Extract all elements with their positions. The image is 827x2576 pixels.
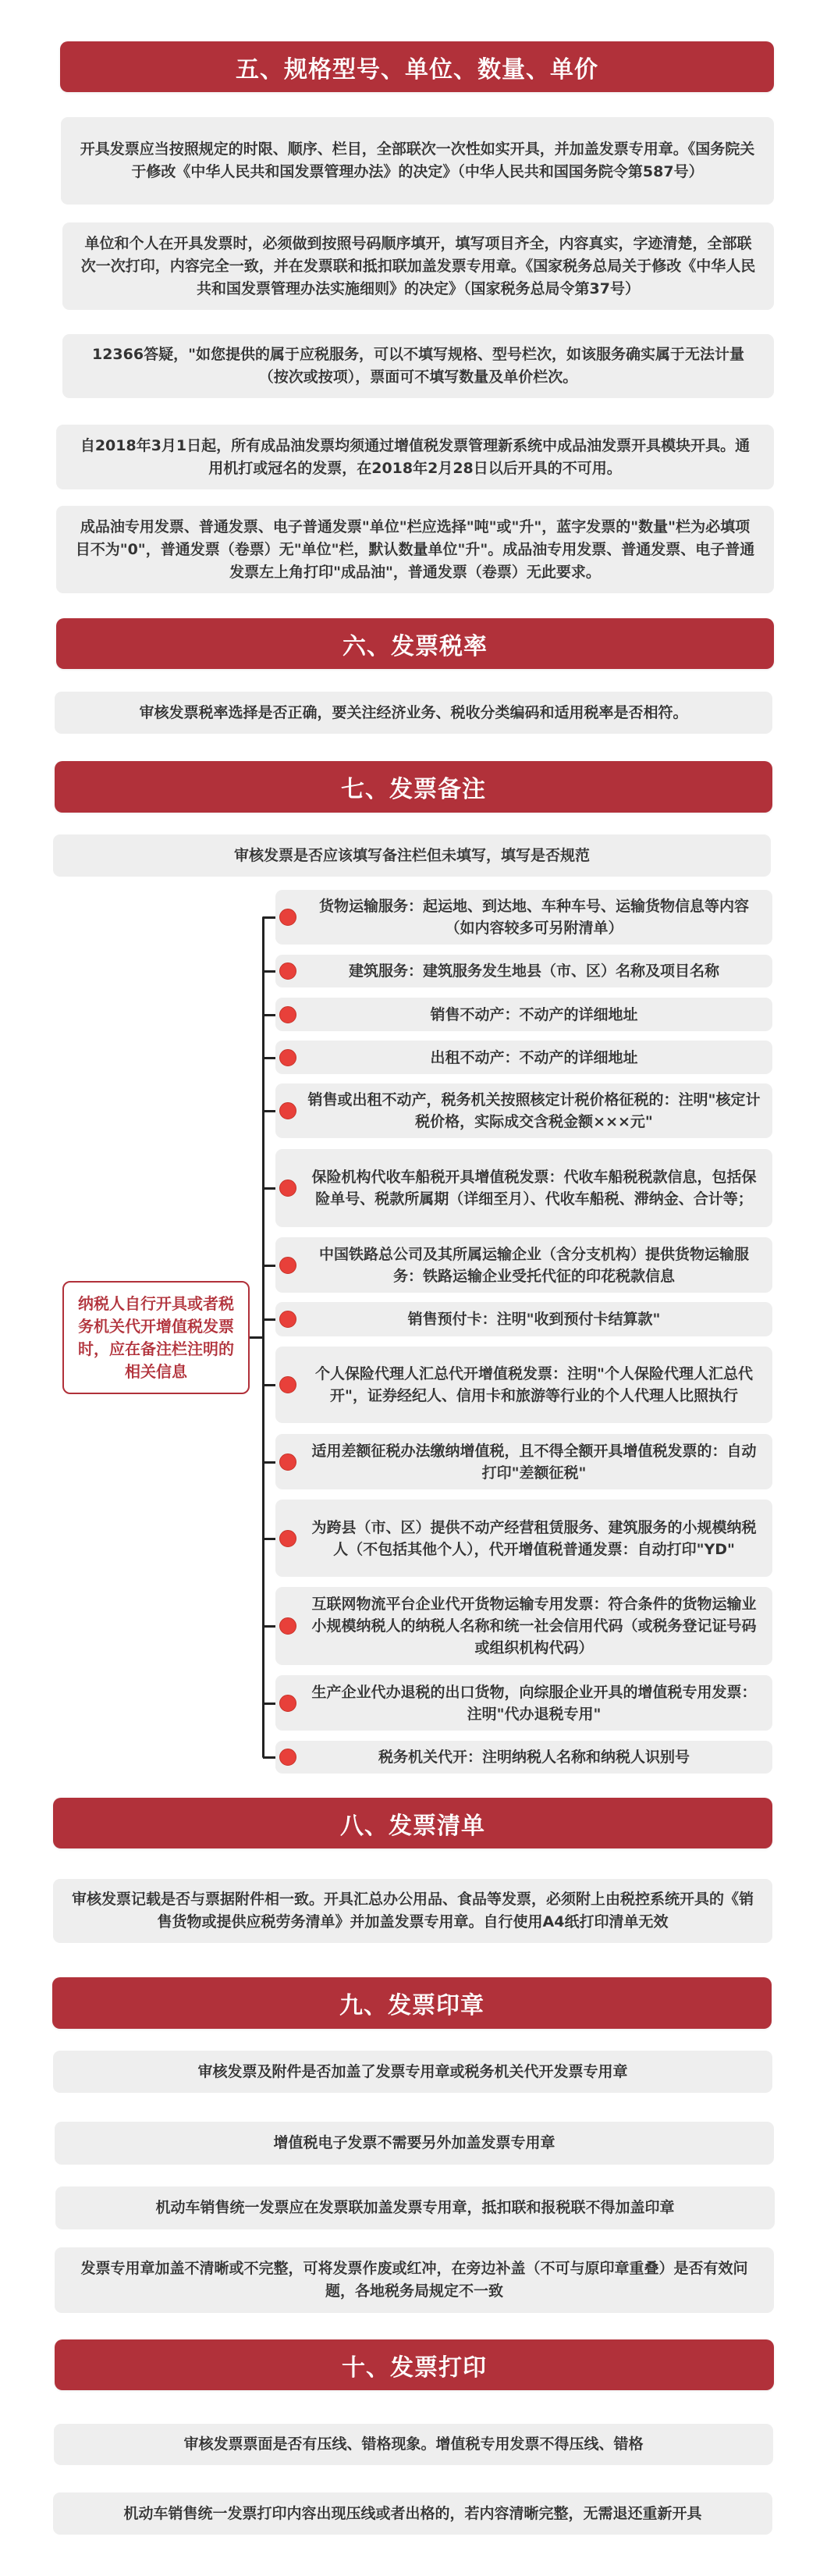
- tree-root-node: [62, 1281, 250, 1394]
- bullet-dot-icon: [279, 1530, 296, 1547]
- section-title: 九、发票印章: [339, 1992, 484, 2019]
- tree-branch: [263, 1703, 275, 1705]
- bullet-dot-icon: [279, 1695, 296, 1712]
- tree-item: [275, 1434, 772, 1489]
- tree-branch: [263, 1756, 275, 1759]
- tree-item: [275, 1041, 772, 1074]
- section-title: 五、规格型号、单位、数量、单价: [236, 55, 598, 84]
- info-box: [55, 2247, 774, 2313]
- tree-item-text: 中国铁路总公司及其所属运输企业（含分支机构）提供货物运输服务：铁路运输企业受托代征的印花税款信息: [318, 1245, 749, 1285]
- tree-item-text: 税务机关代开：注明纳税人名称和纳税人识别号: [378, 1749, 690, 1766]
- info-text: 12366答疑，"如您提供的属于应税服务，可以不填写规格、型号栏次，如该服务确实属于无法计量（按次或按项），票面可不填写数量及单价栏次。: [91, 346, 744, 386]
- info-text: 审核发票及附件是否加盖了发票专用章或税务机关代开发票专用章: [197, 2062, 628, 2080]
- info-text: 机动车销售统一发票应在发票联加盖发票专用章，抵扣联和报税联不得加盖印章: [155, 2199, 675, 2216]
- tree-item-text: 适用差额征税办法缴纳增值税，且不得全额开具增值税发票的：自动打印"差额征税": [311, 1442, 757, 1482]
- info-text: 审核发票是否应该填写备注栏但未填写，填写是否规范: [233, 846, 590, 864]
- info-box: [62, 222, 774, 310]
- bullet-dot-icon: [279, 1102, 296, 1119]
- bullet-dot-icon: [279, 1376, 296, 1393]
- tree-branch: [263, 1265, 275, 1267]
- section-title: 七、发票备注: [341, 776, 486, 803]
- tree-item: [275, 998, 772, 1031]
- tree-item: [275, 1302, 772, 1336]
- section-title: 十、发票打印: [342, 2354, 487, 2382]
- info-text: 单位和个人在开具发票时，必须做到按照号码顺序填开，填写项目齐全，内容真实，字迹清楚，全部联次一次打印，内容完全一致，并在发票联和抵扣联加盖发票专用章。《国家税务总局关于修改《中华人民共和国发票管理办法实施细则》的决定》（国家税务总局令第37号）: [80, 234, 756, 297]
- tree-item: [275, 1083, 772, 1138]
- tree-branch: [263, 1384, 275, 1386]
- section-header-invoice-seal: [52, 1977, 772, 2029]
- bullet-dot-icon: [279, 1006, 296, 1023]
- bullet-dot-icon: [279, 1749, 296, 1766]
- info-text: 开具发票应当按照规定的时限、顺序、栏目，全部联次一次性如实开具，并加盖发票专用章。《国务院关于修改《中华人民共和国发票管理办法》的决定》（中华人民共和国国务院令第587号）: [80, 141, 755, 180]
- section-header-tax-rate: [56, 618, 774, 669]
- tree-trunk-line: [262, 916, 264, 1758]
- tree-item-text: 为跨县（市、区）提供不动产经营租赁服务、建筑服务的小规模纳税人（不包括其他个人），代开增值税普通发票：自动打印"YD": [311, 1518, 757, 1558]
- tree-item-text: 销售预付卡：注明"收到预付卡结算款": [407, 1311, 661, 1328]
- info-text: 机动车销售统一发票打印内容出现压线或者出格的，若内容清晰完整，无需退还重新开具: [123, 2504, 702, 2522]
- tree-branch: [263, 1187, 275, 1190]
- tree-branch: [263, 1625, 275, 1628]
- tree-item: [275, 1237, 772, 1293]
- tree-branch: [263, 1057, 275, 1059]
- section-title: 六、发票税率: [343, 632, 488, 660]
- tree-item-text: 出租不动产：不动产的详细地址: [430, 1048, 638, 1066]
- tree-item-text: 销售或出租不动产，税务机关按照核定计税价格征税的：注明"核定计税价格，实际成交含税金额×××元": [307, 1091, 761, 1130]
- info-text: 自2018年3月1日起，所有成品油发票均须通过增值税发票管理新系统中成品油发票开具模块开具。通用机打或冠名的发票，在2018年2月28日以后开具的不可用。: [80, 436, 751, 477]
- section-header-remarks: [55, 761, 772, 813]
- tree-branch: [263, 970, 275, 973]
- info-box: [55, 692, 772, 734]
- tree-branch: [263, 1538, 275, 1540]
- info-text: 审核发票记载是否与票据附件相一致。开具汇总办公用品、食品等发票，必须附上由税控系统开具的《销售货物或提供应税劳务清单》并加盖发票专用章。自行使用A4纸打印清单无效: [71, 1891, 754, 1930]
- bullet-dot-icon: [279, 962, 296, 980]
- tree-root-text: 纳税人自行开具或者税务机关代开增值税发票时，应在备注栏注明的相关信息: [78, 1293, 234, 1381]
- info-box: [56, 425, 774, 489]
- info-box: [62, 334, 774, 398]
- info-box: [56, 506, 774, 593]
- info-text: 成品油专用发票、普通发票、电子普通发票"单位"栏应选择"吨"或"升"，蓝字发票的"数量"栏为必填项目不为"0"，普通发票（卷票）无"单位"栏，默认数量单位"升"。成品油专用发票、普通发票、电子普通发票左上角打印"成品油"，普通发票（卷票）无此要求。: [75, 518, 755, 581]
- bullet-dot-icon: [279, 1179, 296, 1197]
- tree-item-text: 货物运输服务：起运地、到达地、车种车号、运输货物信息等内容（如内容较多可另附清单）: [318, 898, 749, 937]
- tree-item: [275, 1347, 772, 1423]
- tree-item-text: 互联网物流平台企业代开货物运输专用发票：符合条件的货物运输业小规模纳税人的纳税人名称和统一社会信用代码（或税务登记证号码或组织机构代码）: [311, 1596, 757, 1656]
- tree-item: [275, 1741, 772, 1774]
- info-text: 审核发票票面是否有压线、错格现象。增值税专用发票不得压线、错格: [183, 2435, 644, 2453]
- info-box: [54, 2424, 773, 2465]
- tree-branch: [263, 1110, 275, 1112]
- tree-item-text: 生产企业代办退税的出口货物，向综服企业开具的增值税专用发票：注明"代办退税专用": [311, 1683, 757, 1723]
- info-box: [61, 117, 774, 205]
- info-box: [53, 2051, 772, 2093]
- bullet-dot-icon: [279, 1257, 296, 1274]
- bullet-dot-icon: [279, 1453, 296, 1471]
- info-text: 发票专用章加盖不清晰或不完整，可将发票作废或红冲，在旁边补盖（不可与原印章重叠）是否有效问题，各地税务局规定不一致: [80, 2260, 748, 2300]
- tree-item: [275, 1587, 772, 1665]
- bullet-dot-icon: [279, 1049, 296, 1066]
- tree-item-text: 个人保险代理人汇总代开增值税发票：注明"个人保险代理人汇总代开"，证券经纪人、信用卡和旅游等行业的个人代理人比照执行: [315, 1365, 753, 1404]
- bullet-dot-icon: [279, 1311, 296, 1328]
- tree-item: [275, 1149, 772, 1227]
- section-title: 八、发票清单: [340, 1812, 485, 1840]
- section-header-invoice-print: [55, 2339, 774, 2390]
- tree-item: [275, 890, 772, 945]
- info-box: [55, 2122, 774, 2165]
- info-text: 审核发票税率选择是否正确，要关注经济业务、税收分类编码和适用税率是否相符。: [139, 703, 688, 721]
- info-box: [53, 1879, 772, 1943]
- tree-item-text: 销售不动产：不动产的详细地址: [430, 1005, 638, 1023]
- tree-branch: [263, 1318, 275, 1321]
- tree-branch: [263, 1461, 275, 1464]
- info-text: 增值税电子发票不需要另外加盖发票专用章: [273, 2134, 555, 2151]
- info-box: [55, 2186, 775, 2229]
- section-header-specs-units: [60, 41, 774, 92]
- bullet-dot-icon: [279, 909, 296, 926]
- info-box: [53, 2492, 772, 2535]
- tree-branch: [263, 916, 275, 919]
- bullet-dot-icon: [279, 1617, 296, 1635]
- tree-item-text: 保险机构代收车船税开具增值税发票：代收车船税税款信息，包括保险单号、税款所属期（详细至月）、代收车船税、滞纳金、合计等；: [311, 1169, 757, 1208]
- section-header-invoice-list: [53, 1798, 772, 1848]
- info-box: [53, 834, 771, 877]
- tree-item: [275, 1500, 772, 1577]
- tree-item: [275, 955, 772, 987]
- tree-branch: [263, 1014, 275, 1016]
- tree-item: [275, 1675, 772, 1731]
- tree-item-text: 建筑服务：建筑服务发生地县（市、区）名称及项目名称: [348, 962, 719, 980]
